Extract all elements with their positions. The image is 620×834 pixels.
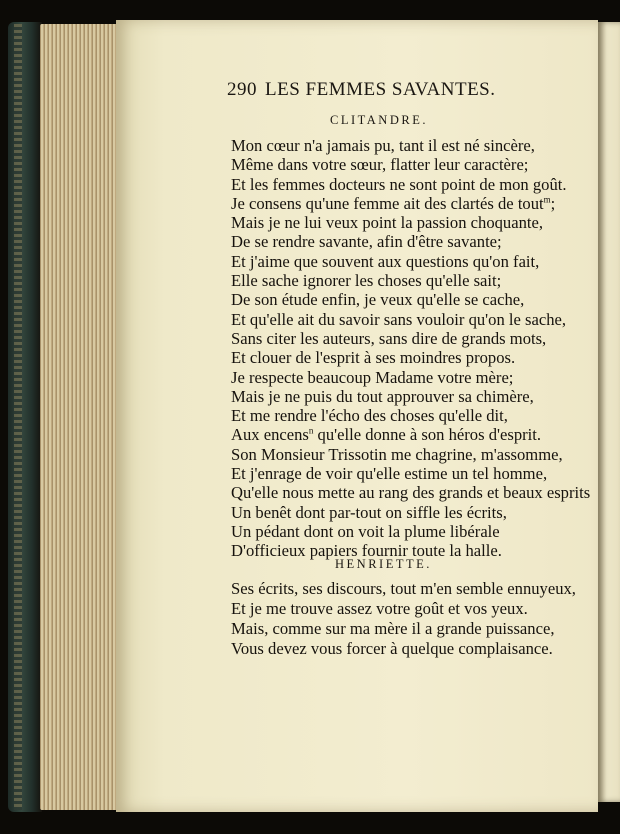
verse-text-continued: qu'elle donne à son héros d'esprit.: [313, 425, 542, 445]
verse-line: [231, 445, 590, 464]
page-edges: [40, 24, 118, 810]
spine-decoration: [14, 24, 22, 810]
verse-text: Son Monsieur Trissotin me chagrine, m'assomme,: [231, 444, 563, 464]
verse-line: [231, 136, 590, 155]
verse-line: [231, 252, 590, 271]
verse-text: Et les femmes docteurs ne sont point de mon goût.: [231, 174, 567, 194]
verse-line: [231, 387, 590, 406]
verse-line: [231, 599, 576, 619]
verse-text: Aux encens: [231, 425, 309, 445]
verse-line: [231, 329, 590, 348]
verse-line: [231, 290, 590, 309]
verse-line: [231, 368, 590, 387]
verse-text: Et je me trouve assez votre goût et vos yeux.: [231, 599, 528, 618]
verse-line: [231, 483, 590, 502]
verse-line: [231, 271, 590, 290]
verse-text: Mon cœur n'a jamais pu, tant il est né sincère,: [231, 136, 535, 155]
verse-line: [231, 425, 590, 444]
verse-line: [231, 155, 590, 174]
verse-text: Un pédant dont on voit la plume libérale: [231, 521, 500, 541]
verse-line: [231, 464, 590, 483]
verse-text: D'officieux papiers fournir toute la halle.: [231, 541, 502, 561]
verse-line: [231, 503, 590, 522]
verse-text: Et qu'elle ait du savoir sans vouloir qu'on le sache,: [231, 309, 567, 329]
verse-text: Un benêt dont par-tout on siffle les écrits,: [231, 502, 507, 522]
verse-line: [231, 619, 576, 639]
verse-text: Elle sache ignorer les choses qu'elle sait;: [231, 271, 502, 291]
verse-line: [231, 232, 590, 251]
facing-page-edge: [598, 22, 620, 802]
verse-text: Et clouer de l'esprit à ses moindres propos.: [231, 348, 516, 368]
verse-text: Mais je ne puis du tout approuver sa chimère,: [231, 386, 534, 406]
verse-text: Vous devez vous forcer à quelque complaisance.: [231, 639, 553, 658]
verse-line: [231, 522, 590, 541]
verse-text: Et j'aime que souvent aux questions qu'on fait,: [231, 251, 540, 271]
verse-text: Mais je ne lui veux point la passion choquante,: [231, 213, 543, 233]
verse-text: Et j'enrage de voir qu'elle estime un tel homme,: [231, 464, 548, 484]
page-number: 290: [227, 79, 257, 100]
verse-text-continued: ;: [550, 193, 556, 213]
verse-line: [231, 310, 590, 329]
verse-block: [231, 579, 576, 659]
footnote-marker: n: [308, 425, 314, 436]
verse-text: Je respecte beaucoup Madame votre mère;: [231, 367, 514, 387]
verse-text: Même dans votre sœur, flatter leur caractère;: [231, 155, 529, 175]
verse-line: [231, 213, 590, 232]
running-head: [227, 79, 517, 101]
footnote-marker: m: [543, 194, 551, 205]
running-title: LES FEMMES SAVANTES.: [265, 79, 496, 100]
verse-line: [231, 348, 590, 367]
verse-text: Et me rendre l'écho des choses qu'elle dit,: [231, 406, 508, 426]
verse-text: Sans citer les auteurs, sans dire de grands mots,: [231, 328, 547, 348]
verse-line: [231, 406, 590, 425]
verse-line: [231, 639, 576, 659]
verse-block: [231, 136, 590, 561]
verse-text: Qu'elle nous mette au rang des grands et beaux esprits: [231, 483, 591, 503]
speaker-name: HENRIETTE.: [335, 557, 432, 571]
verse-line: [231, 194, 590, 213]
verse-line: [231, 579, 576, 599]
verse-line: [231, 175, 590, 194]
verse-text: De son étude enfin, je veux qu'elle se cache,: [231, 290, 525, 310]
verse-text: Mais, comme sur ma mère il a grande puissance,: [231, 619, 555, 638]
verse-text: Ses écrits, ses discours, tout m'en semble ennuyeux,: [231, 579, 576, 598]
verse-text: De se rendre savante, afin d'être savante;: [231, 232, 502, 252]
speaker-name: CLITANDRE.: [330, 113, 428, 127]
verse-text: Je consens qu'une femme ait des clartés de tout: [231, 193, 544, 213]
